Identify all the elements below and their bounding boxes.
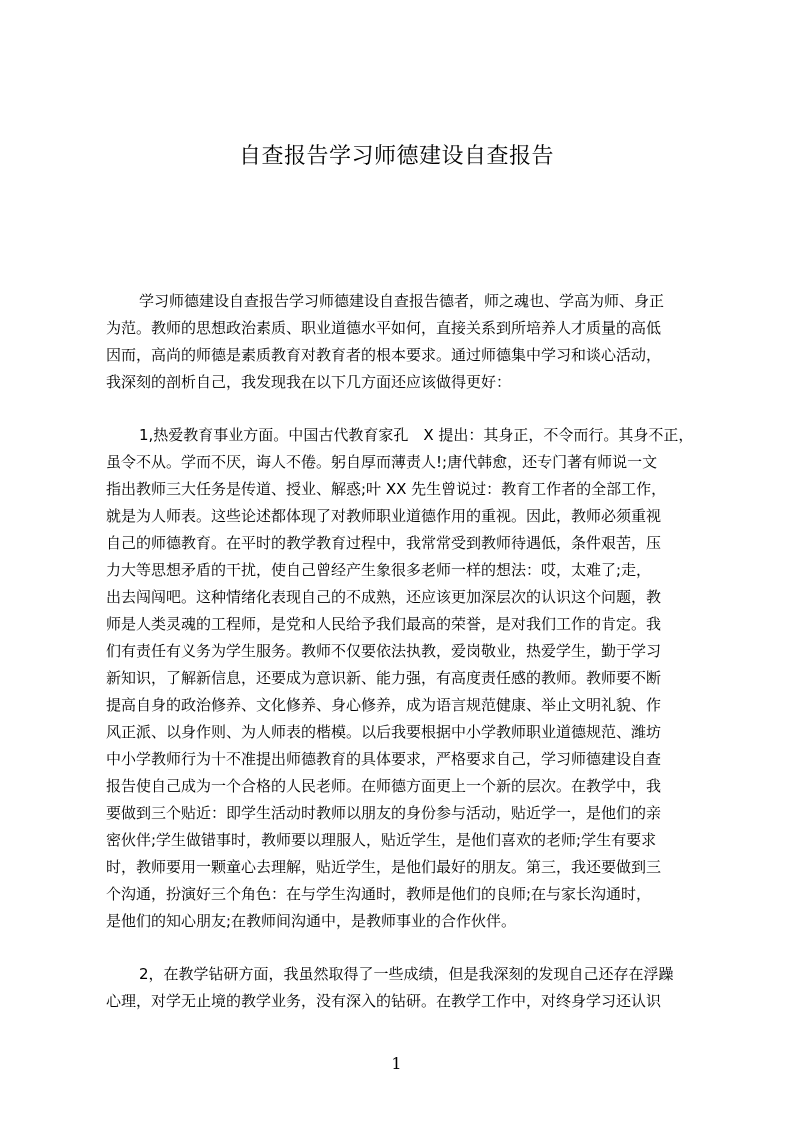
text-line: 就是为人师表。这些论述都体现了对教师职业道德作用的重视。因此，教师必须重视 — [106, 507, 662, 525]
text-line: 2，在教学钻研方面，我虽然取得了一些成绩，但是我深刻的发现自己还存在浮躁 — [139, 965, 674, 983]
text-line: 师是人类灵魂的工程师，是党和人民给予我们最高的荣誉，是对我们工作的肯定。我 — [106, 615, 662, 633]
text-line: 力大等思想矛盾的干扰，使自己曾经产生象很多老师一样的想法：哎，太难了;走， — [106, 561, 652, 579]
text-line: 出去闯闯吧。这种情绪化表现自己的不成熟，还应该更加深层次的认识这个问题，教 — [106, 588, 662, 606]
text-line: 中小学教师行为十不准提出师德教育的具体要求，严格要求自己，学习师德建设自查 — [106, 750, 662, 768]
text-line: 1,热爱教育事业方面。中国古代教育家孔 X 提出：其身正，不令而行。其身不正， — [139, 426, 694, 444]
text-line: 我深刻的剖析自己，我发现我在以下几方面还应该做得更好： — [106, 373, 512, 391]
text-line: 报告使自己成为一个合格的人民老师。在师德方面更上一个新的层次。在教学中，我 — [106, 777, 662, 795]
text-line: 提高自身的政治修养、文化修养、身心修养，成为语言规范健康、举止文明礼貌、作 — [106, 696, 662, 714]
text-line: 新知识，了解新信息，还要成为意识新、能力强，有高度责任感的教师。教师要不断 — [106, 669, 662, 687]
page-number: 1 — [391, 1054, 402, 1073]
text-line: 密伙伴;学生做错事时，教师要以理服人，贴近学生，是他们喜欢的老师;学生有要求 — [106, 831, 657, 849]
text-line: 要做到三个贴近：即学生活动时教师以朋友的身份参与活动，贴近学一，是他们的亲 — [106, 804, 662, 822]
document-title: 自查报告学习师德建设自查报告 — [238, 144, 554, 169]
paragraph-section-2 — [106, 961, 718, 1015]
text-line: 个沟通，扮演好三个角色：在与学生沟通时，教师是他们的良师;在与家长沟通时， — [106, 885, 652, 903]
paragraph-intro — [106, 288, 718, 396]
text-line: 风正派、以身作则、为人师表的楷模。以后我要根据中小学教师职业道德规范、潍坊 — [106, 723, 662, 741]
text-line: 为范。教师的思想政治素质、职业道德水平如何，直接关系到所培养人才质量的高低 — [106, 319, 662, 337]
text-line: 指出教师三大任务是传道、授业、解惑;叶 XX 先生曾说过：教育工作者的全部工作， — [106, 480, 667, 498]
text-line: 时，教师要用一颗童心去理解，贴近学生，是他们最好的朋友。第三，我还要做到三 — [106, 858, 662, 876]
text-line: 心理，对学无止境的教学业务，没有深入的钻研。在教学工作中，对终身学习还认识 — [106, 992, 662, 1010]
text-line: 学习师德建设自查报告学习师德建设自查报告德者，师之魂也、学高为师、身正 — [139, 292, 665, 310]
text-line: 是他们的知心朋友;在教师间沟通中，是教师事业的合作伙伴。 — [106, 912, 517, 930]
text-line: 因而，高尚的师德是素质教育对教育者的根本要求。通过师德集中学习和谈心活动， — [106, 346, 662, 364]
paragraph-section-1 — [106, 422, 718, 935]
text-line: 自己的师德教育。在平时的教学教育过程中，我常常受到教师待遇低，条件艰苦，压 — [106, 534, 662, 552]
text-line: 们有责任有义务为学生服务。教师不仅要依法执教，爱岗敬业，热爱学生，勤于学习 — [106, 642, 662, 660]
text-line: 虽令不从。学而不厌，诲人不倦。躬自厚而薄责人!;唐代韩愈，还专门著有师说一文 — [106, 453, 658, 471]
